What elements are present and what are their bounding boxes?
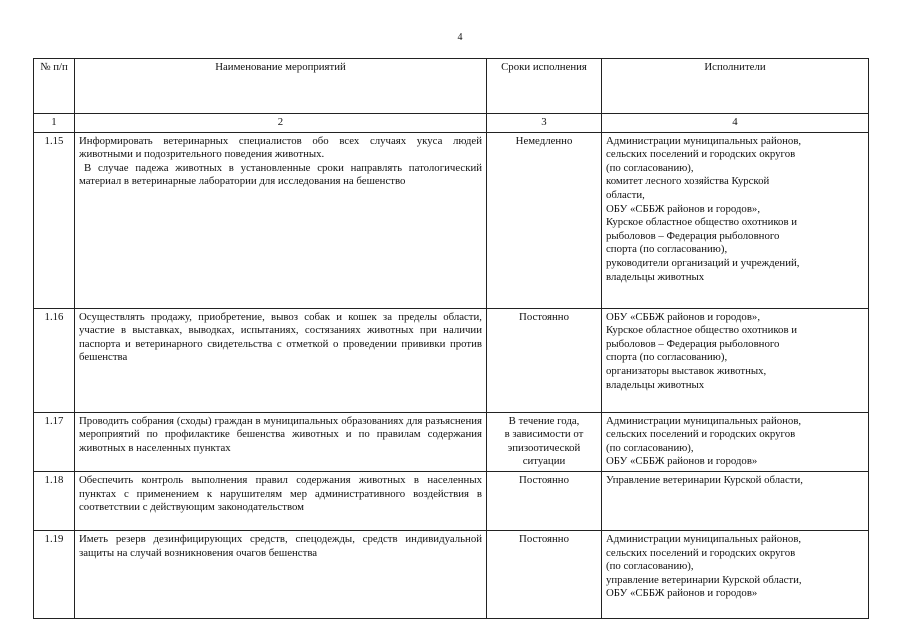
executors-cell: [602, 471, 869, 530]
deadline-text: Постоянно: [519, 473, 569, 486]
table-row: [34, 132, 869, 308]
event-text: Иметь резерв дезинфицирующих средств, спецодежды, средств индивидуальной защиты на случай возникновения очагов бешенства: [79, 532, 482, 559]
deadline-text: Постоянно: [519, 310, 569, 323]
deadline-text: Постоянно: [519, 532, 569, 545]
executor-line: (по согласованию),: [606, 161, 694, 174]
executor-line: владельцы животных: [606, 270, 705, 283]
executor-line: комитет лесного хозяйства Курской: [606, 175, 770, 188]
column-number: 3: [487, 114, 602, 133]
deadline-cell: [487, 530, 602, 618]
table-row: [34, 530, 869, 618]
executor-line: организаторы выставок животных,: [606, 364, 767, 377]
event-text: Обеспечить контроль выполнения правил содержания животных в населенных пунктах с применением к нарушителям мер административного воздействия в соответствии с действующим законодательством: [79, 473, 482, 514]
event-cell: [75, 412, 487, 471]
executor-line: сельских поселений и городских округов: [606, 148, 796, 161]
executor-line: Администрации муниципальных районов,: [606, 134, 802, 147]
executor-line: Администрации муниципальных районов,: [606, 532, 802, 545]
deadline-text: ситуации: [522, 455, 566, 468]
deadline-text: эпизоотической: [507, 441, 581, 454]
deadline-text: Немедленно: [515, 134, 573, 147]
executors-cell: [602, 308, 869, 412]
executors-cell: [602, 132, 869, 308]
measures-table: [33, 58, 869, 619]
executor-line: рыболовов – Федерация рыболовного: [606, 337, 780, 350]
executor-line: Управление ветеринарии Курской области,: [606, 473, 803, 486]
deadline-text: В течение года,: [508, 414, 580, 427]
executor-line: области,: [606, 188, 645, 201]
column-number-row: [34, 114, 869, 133]
header-event-name: Наименование мероприятий: [75, 59, 487, 114]
executor-line: ОБУ «СББЖ районов и городов»: [606, 587, 758, 600]
header-deadline: Сроки исполнения: [487, 59, 602, 114]
row-number: 1.17: [34, 412, 75, 471]
event-text: Осуществлять продажу, приобретение, вывоз собак и кошек за пределы области, участие в выставках, выводках, испытаниях, состязаниях животных при наличии паспорта и ветеринарного свидетельства с отметкой о проведении прививки против бешенства: [79, 310, 482, 364]
table-row: [34, 471, 869, 530]
row-number: 1.16: [34, 308, 75, 412]
executor-line: сельских поселений и городских округов: [606, 546, 796, 559]
executor-line: владельцы животных: [606, 378, 705, 391]
header-number: № п/п: [34, 59, 75, 114]
deadline-cell: [487, 132, 602, 308]
executor-line: спорта (по согласованию),: [606, 351, 728, 364]
event-cell: [75, 471, 487, 530]
event-text: В случае падежа животных в установленные сроки направлять патологический материал в ветеринарные лаборатории для исследования на бешенство: [79, 161, 482, 188]
table-row: [34, 308, 869, 412]
deadline-cell: [487, 308, 602, 412]
page-number: 4: [457, 32, 463, 43]
deadline-cell: [487, 471, 602, 530]
executors-cell: [602, 412, 869, 471]
executor-line: (по согласованию),: [606, 560, 694, 573]
event-text: Информировать ветеринарных специалистов обо всех случаях укуса людей животными и подозрительного поведения животных.: [79, 134, 482, 161]
event-text: Проводить собрания (сходы) граждан в муниципальных образованиях для разъяснения мероприятий по профилактике бешенства животных и по правилам содержания животных в населенных пунктах: [79, 414, 482, 454]
executor-line: Администрации муниципальных районов,: [606, 414, 802, 427]
row-number: 1.19: [34, 530, 75, 618]
header-row: [34, 59, 869, 114]
event-cell: [75, 132, 487, 308]
executor-line: Курское областное общество охотников и: [606, 216, 798, 229]
executor-line: (по согласованию),: [606, 441, 694, 454]
executor-line: спорта (по согласованию),: [606, 243, 728, 256]
header-executors: Исполнители: [602, 59, 869, 114]
column-number: 2: [75, 114, 487, 133]
column-number: 4: [602, 114, 869, 133]
column-number: 1: [34, 114, 75, 133]
executor-line: ОБУ «СББЖ районов и городов»,: [606, 202, 761, 215]
event-cell: [75, 308, 487, 412]
executor-line: ОБУ «СББЖ районов и городов»: [606, 455, 758, 468]
executor-line: рыболовов – Федерация рыболовного: [606, 229, 780, 242]
executor-line: Курское областное общество охотников и: [606, 324, 798, 337]
row-number: 1.15: [34, 132, 75, 308]
executor-line: ОБУ «СББЖ районов и городов»,: [606, 310, 761, 323]
row-number: 1.18: [34, 471, 75, 530]
executors-cell: [602, 530, 869, 618]
executor-line: сельских поселений и городских округов: [606, 428, 796, 441]
executor-line: управление ветеринарии Курской области,: [606, 573, 802, 586]
event-cell: [75, 530, 487, 618]
executor-line: руководители организаций и учреждений,: [606, 256, 800, 269]
deadline-cell: [487, 412, 602, 471]
table-row: [34, 412, 869, 471]
deadline-text: в зависимости от: [504, 428, 584, 441]
